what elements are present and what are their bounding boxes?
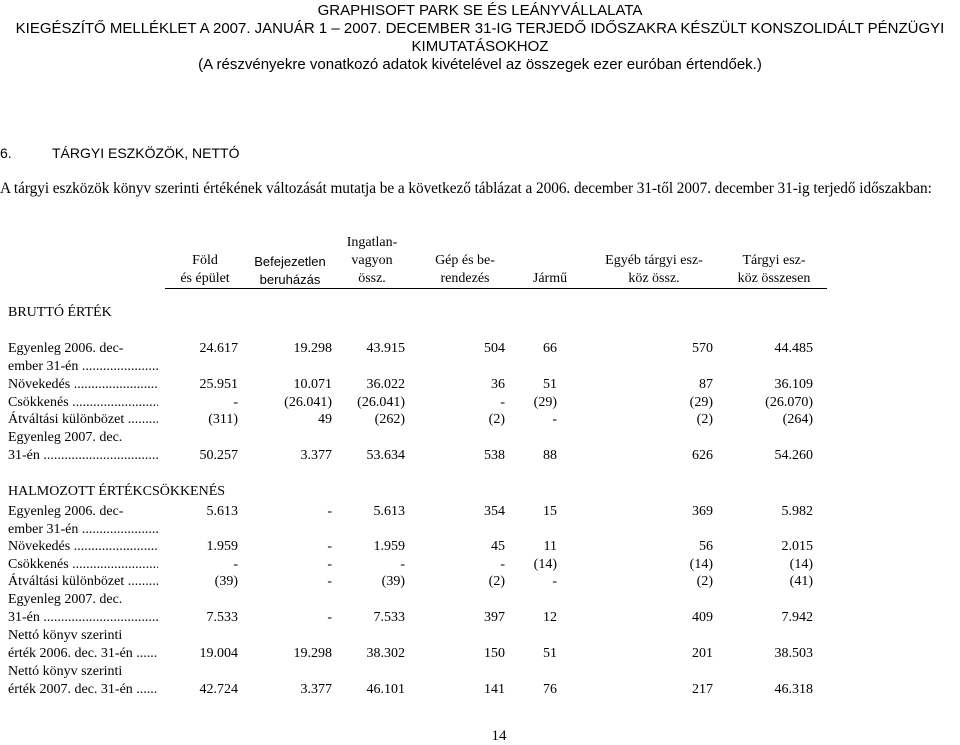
cell-value: (264) [782,412,813,427]
cell-value: (2) [696,412,713,427]
cell-value: (14) [533,557,557,572]
cell-value: (311) [208,412,238,427]
cell-value: 49 [318,412,332,427]
cell-value: (26.070) [765,395,813,410]
cell-value: 45 [491,539,505,554]
cell-value: 141 [484,682,505,697]
cell-value: 36 [491,377,505,392]
cell-value: 1.959 [373,539,405,554]
row-label: Nettó könyv szerinti [8,628,123,643]
col-header-construction: Befejezetlen beruházás [254,254,326,287]
row-label: Egyenleg 2006. dec- [8,504,124,519]
cell-value: 25.951 [199,377,238,392]
row-label-cont: 31-én ..... [8,447,158,464]
cell-value: 5.613 [373,504,405,519]
cell-value: 5.613 [206,504,238,519]
cell-value: 570 [692,341,713,356]
cell-value: - [500,557,505,572]
cell-value: - [500,395,505,410]
cell-value: (41) [789,574,813,589]
cell-value: (14) [789,557,813,572]
row-label-cont: érték 2007. dec. 31-én ..... [8,681,158,698]
cell-value: - [233,557,238,572]
cell-value: (262) [374,412,405,427]
cell-value: 50.257 [199,448,238,463]
cell-value: 88 [543,448,557,463]
cell-value: (26.041) [357,395,405,410]
cell-value: 397 [484,610,505,625]
cell-value: - [552,574,557,589]
cell-value: 3.377 [300,682,332,697]
row-label: Csökkenés ..... [8,394,158,411]
cell-value: - [233,395,238,410]
row-label: Átváltási különbözet ..... [8,573,158,590]
col-header-land-building: Föld és épület [180,253,230,286]
cell-value: (2) [488,574,505,589]
cell-value: 36.022 [366,377,405,392]
cell-value: (2) [696,574,713,589]
cell-value: 87 [699,377,713,392]
cell-value: - [327,539,332,554]
cell-value: 217 [692,682,713,697]
cell-value: 409 [692,610,713,625]
row-label-cont: 31-én ..... [8,609,158,626]
report-title-cont: KIMUTATÁSOKHOZ [411,38,549,55]
cell-value: 19.298 [293,646,332,661]
row-label-cont: érték 2006. dec. 31-én ..... [8,645,158,662]
cell-value: 51 [543,377,557,392]
col-header-other-assets: Egyéb tárgyi esz- köz össz. [605,253,703,286]
row-label: Átváltási különbözet ..... [8,411,158,428]
cell-value: 38.302 [366,646,405,661]
cell-value: - [552,412,557,427]
cell-value: 46.318 [774,682,813,697]
cell-value: 44.485 [774,341,813,356]
col-header-machinery: Gép és be- rendezés [435,253,495,286]
cell-value: (2) [488,412,505,427]
cell-value: 43.915 [366,341,405,356]
row-label: Egyenleg 2007. dec. [8,430,123,445]
cell-value: (39) [381,574,405,589]
cell-value: (26.041) [284,395,332,410]
row-label-cont: ember 31-én ..... [8,521,158,538]
cell-value: 42.724 [199,682,238,697]
report-title: KIEGÉSZÍTŐ MELLÉKLET A 2007. JANUÁR 1 – 2007. DECEMBER 31-IG TERJEDŐ IDŐSZAKRA KÉSZÜLT KONSZOLIDÁLT PÉNZÜGYI [15,20,945,37]
cell-value: (29) [533,395,557,410]
cell-value: 7.942 [781,610,813,625]
cell-value: 51 [543,646,557,661]
cell-value: 38.503 [774,646,813,661]
cell-value: 354 [484,504,505,519]
cell-value: 150 [484,646,505,661]
cell-value: 19.298 [293,341,332,356]
section-title: TÁRGYI ESZKÖZÖK, NETTÓ [52,145,240,161]
cell-value: 54.260 [774,448,813,463]
cell-value: 3.377 [300,448,332,463]
cell-value: 7.533 [206,610,238,625]
row-label: Egyenleg 2006. dec- [8,341,124,356]
col-header-total-assets: Tárgyi esz- köz összesen [737,253,811,286]
row-label: Egyenleg 2007. dec. [8,592,123,607]
cell-value: 5.982 [781,504,813,519]
cell-value: 369 [692,504,713,519]
cell-value: 2.015 [781,539,813,554]
cell-value: (29) [689,395,713,410]
row-label: Csökkenés ..... [8,556,158,573]
gross-value-title: BRUTTÓ ÉRTÉK [8,305,112,320]
cell-value: 538 [484,448,505,463]
cell-value: - [327,557,332,572]
section-number: 6. [0,145,12,161]
currency-note: (A részvényekre vonatkozó adatok kivételével az összegek ezer euróban értendőek.) [198,56,762,73]
cell-value: 66 [543,341,557,356]
cell-value: - [327,610,332,625]
cell-value: 7.533 [373,610,405,625]
row-label: Növekedés ..... [8,376,158,393]
cell-value: 12 [543,610,557,625]
cell-value: 76 [543,682,557,697]
cell-value: - [400,557,405,572]
col-header-property-total: Ingatlan- vagyon össz. [346,235,398,286]
cell-value: 15 [543,504,557,519]
cell-value: 24.617 [199,341,238,356]
cell-value: 11 [543,539,557,554]
cell-value: 56 [699,539,713,554]
cell-value: 1.959 [206,539,238,554]
intro-paragraph: A tárgyi eszközök könyv szerinti értékének változását mutatja be a következő táblázat a 2006. december 31-től 2007. december 31-ig terjedő időszakban: [0,180,932,197]
cell-value: 53.634 [366,448,405,463]
cell-value: - [327,574,332,589]
row-label-cont: ember 31-én ..... [8,358,158,375]
cell-value: 36.109 [774,377,813,392]
header-rule [165,288,827,289]
row-label: Növekedés ..... [8,538,158,555]
cell-value: 504 [484,341,505,356]
row-label: Nettó könyv szerinti [8,664,123,679]
cell-value: 201 [692,646,713,661]
cell-value: 10.071 [293,377,332,392]
col-header-vehicles: Jármű [532,271,568,286]
cell-value: 19.004 [199,646,238,661]
cell-value: 46.101 [366,682,405,697]
cell-value: 626 [692,448,713,463]
cell-value: - [327,504,332,519]
page-number: 14 [491,728,507,744]
company-name: GRAPHISOFT PARK SE ÉS LEÁNYVÁLLALATA [317,2,643,19]
cell-value: (14) [689,557,713,572]
accumulated-depreciation-title: HALMOZOTT ÉRTÉKCSÖKKENÉS [8,484,226,499]
cell-value: (39) [214,574,238,589]
